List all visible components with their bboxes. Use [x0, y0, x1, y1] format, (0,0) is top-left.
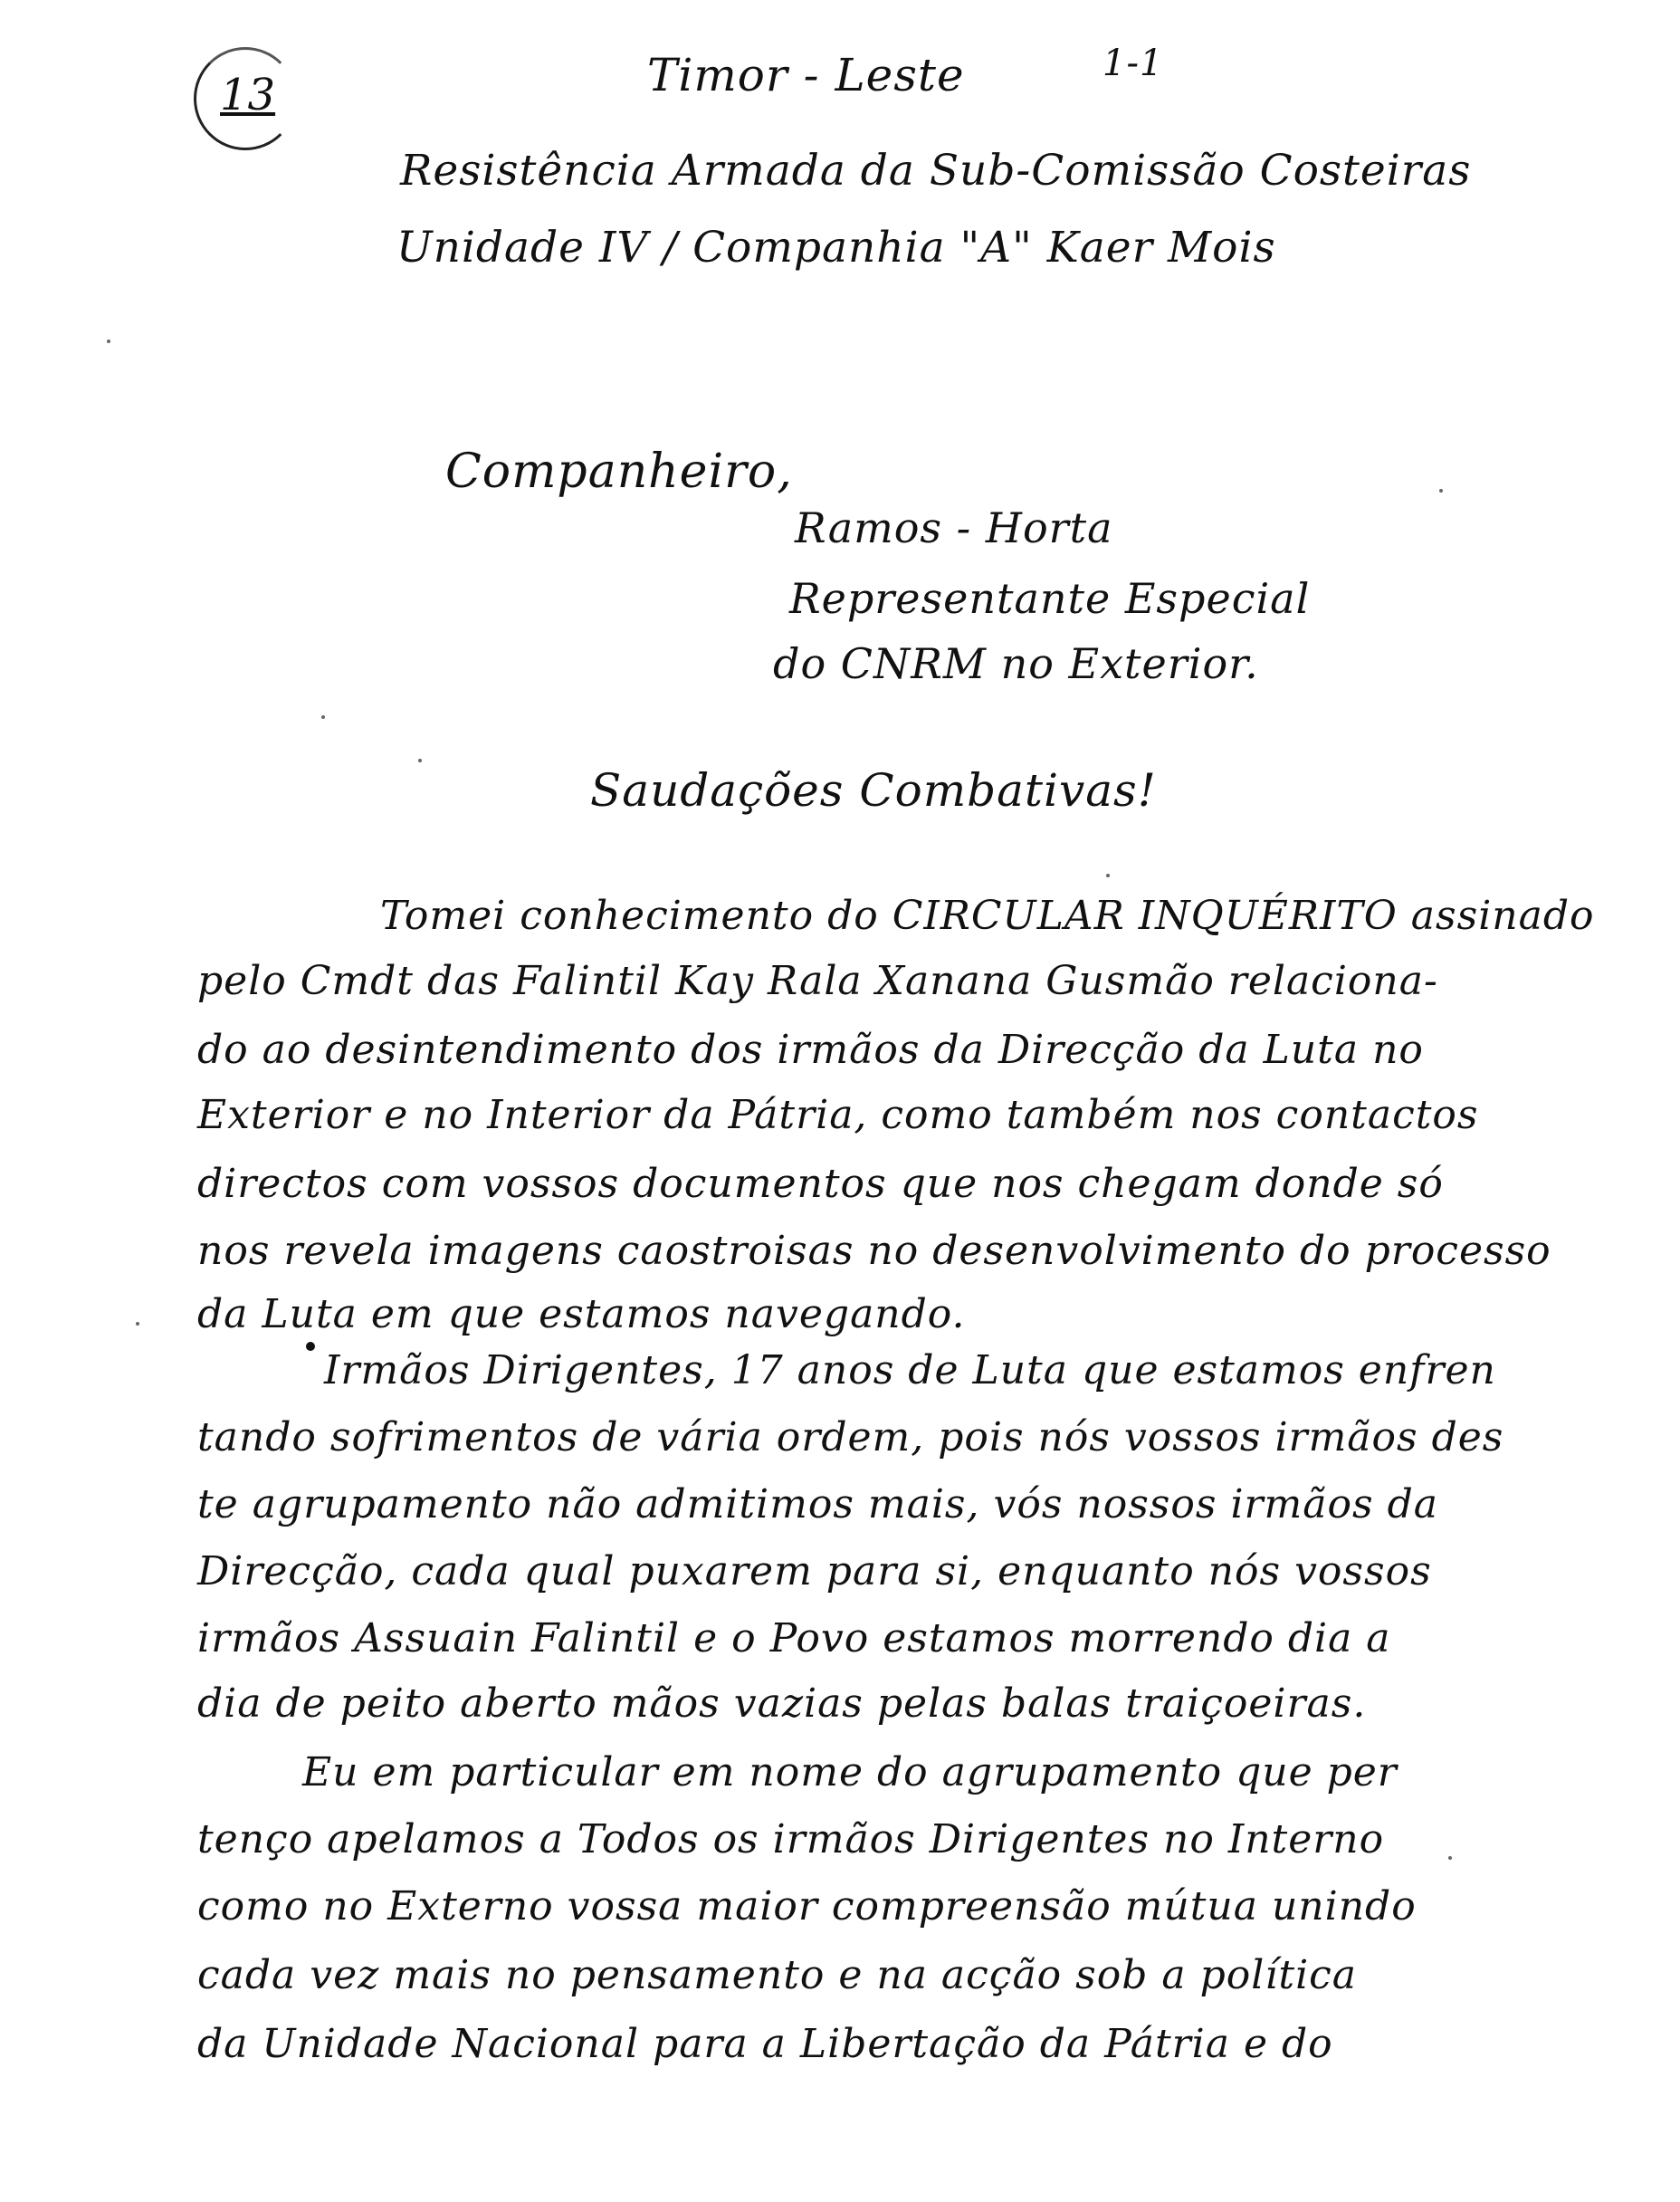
header-line-1: Resistência Armada da Sub-Comissão Costeiras [400, 146, 1472, 196]
body-line: tando sofrimentos de vária ordem, pois nós vossos irmãos des [197, 1414, 1504, 1460]
body-line: directos com vossos documentos que nos chegam donde só [197, 1161, 1444, 1207]
bullet-icon [306, 1342, 315, 1351]
body-line: nos revela imagens caostroisas no desenvolvimento do processo [197, 1228, 1551, 1274]
body-line: como no Externo vossa maior compreensão mútua unindo [197, 1883, 1417, 1929]
body-line: do ao desintendimento dos irmãos da Direcção da Luta no [197, 1027, 1424, 1073]
scan-speck [107, 340, 110, 343]
body-line: cada vez mais no pensamento e na acção sob a política [197, 1952, 1358, 1998]
body-line: irmãos Assuain Falintil e o Povo estamos morrendo dia a [197, 1615, 1391, 1661]
header-line-2: Unidade IV / Companhia "A" Kaer Mois [396, 223, 1276, 273]
body-line: Eu em particular em nome do agrupamento que per [302, 1749, 1398, 1795]
scan-speck [1448, 1856, 1452, 1860]
body-line: da Unidade Nacional para a Libertação da Pátria e do [197, 2021, 1333, 2067]
header-folio: 1-1 [1102, 43, 1164, 84]
scan-speck [1439, 489, 1443, 493]
greeting: Saudações Combativas! [590, 764, 1157, 817]
scan-speck [321, 715, 325, 719]
addressee-role: Representante Especial [789, 574, 1311, 623]
addressee-name: Ramos - Horta [795, 503, 1113, 552]
scan-speck [1106, 874, 1110, 877]
body-line: Irmãos Dirigentes, 17 anos de Luta que estamos enfren [324, 1347, 1496, 1393]
scan-speck [418, 759, 422, 762]
body-line: Direcção, cada qual puxarem para si, enquanto nós vossos [197, 1548, 1432, 1594]
body-line: te agrupamento não admitimos mais, vós nossos irmãos da [197, 1481, 1438, 1527]
header-title: Timor - Leste [647, 49, 965, 101]
body-line: dia de peito aberto mãos vazias pelas balas traiçoeiras. [197, 1680, 1367, 1727]
addressee-salutation: Companheiro, [445, 445, 793, 499]
body-line: tenço apelamos a Todos os irmãos Dirigentes no Interno [197, 1816, 1385, 1862]
body-line: Exterior e no Interior da Pátria, como também nos contactos [197, 1092, 1479, 1138]
body-line: Tomei conhecimento do CIRCULAR INQUÉRITO assinado [380, 893, 1595, 939]
addressee-org: do CNRM no Exterior. [773, 639, 1259, 688]
page-number: 13 [220, 70, 276, 120]
body-line: da Luta em que estamos navegando. [197, 1291, 966, 1337]
body-line: pelo Cmdt das Falintil Kay Rala Xanana Gusmão relaciona- [197, 958, 1438, 1004]
page-number-circle [194, 47, 297, 150]
scan-speck [136, 1322, 139, 1326]
